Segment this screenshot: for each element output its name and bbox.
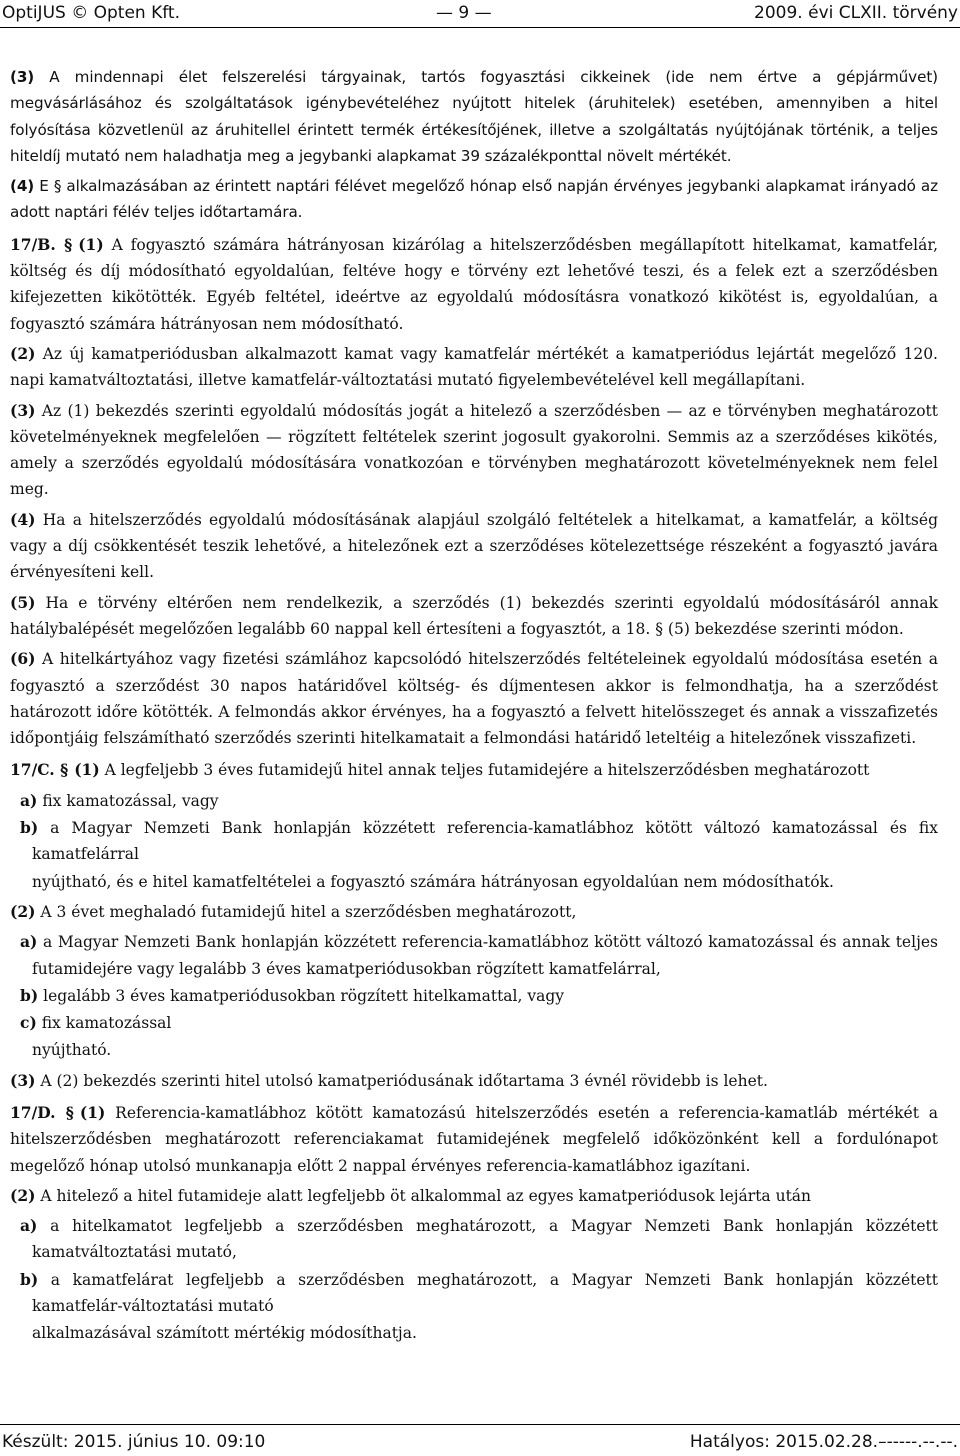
paragraph-number: (5) (10, 592, 36, 612)
item-label: b) (20, 818, 39, 838)
paragraph-text: A mindennapi élet felszerelési tárgyainak, tartós fogyasztási cikkeinek (ide nem értve a gépjárművet) megvásárlásához és szolgáltatások igénybevételéhez nyújtott hitelek (áruhitelek) esetében, amennyiben a hitel folyósítása közvetlenül az áruhitellel érintett termék értékesítőjének, illetve a szolgáltatás nyújtójának történik, a teljes hiteldíj mutató nem haladhatja meg a jegybanki alapkamat 39 százalékponttal növelt mértékét. (10, 68, 938, 165)
document-body (10, 64, 938, 1351)
list-closing-text: nyújtható. (32, 1041, 112, 1060)
item-label: a) (20, 932, 38, 952)
section-17b-paragraph-1 (10, 232, 938, 337)
section-heading-17b: 17/B. § (10, 234, 73, 254)
list-item (10, 929, 938, 982)
paragraph-number: (3) (10, 400, 36, 420)
item-text: fix kamatozással, vagy (42, 791, 219, 810)
paragraph-text: Az (1) bekezdés szerinti egyoldalú módosítás jogát a hitelező a szerződésben — az e törvényben meghatározott követelményeknek megfelelően — rögzített feltételek szerint jogosult gyakorolni. Semmis az a szerződéses kikötés, amely a szerződés egyoldalú módosítására vonatkozóan e törvényben meghatározott követelményeknek nem felel meg. (10, 401, 938, 499)
header-law-title: 2009. évi CLXII. törvény (754, 3, 958, 23)
item-label: b) (20, 985, 39, 1005)
paragraph-text: Az új kamatperiódusban alkalmazott kamat vagy kamatfelár mértékét a kamatperiódus lejártát megelőző 120. napi kamatváltoztatási, illetve kamatfelár-változtatási mutató figyelembevételével kell megállapítani. (10, 344, 938, 390)
section-heading-17c: 17/C. § (10, 760, 69, 780)
item-label: b) (20, 1269, 39, 1289)
paragraph-number: (3) (10, 1070, 36, 1090)
paragraph-text: E § alkalmazásában az érintett naptári félévet megelőző hónap első napján érvényes jegybanki alapkamat irányadó az adott naptári félév teljes időtartamára. (10, 177, 939, 222)
list-item (10, 983, 938, 1009)
section-17d-paragraph-2 (10, 1183, 938, 1209)
paragraph-text: A legfeljebb 3 éves futamidejű hitel annak teljes futamidejére a hitelszerződésben meghatározott (104, 761, 870, 780)
section-17b-paragraph-5 (10, 590, 938, 643)
list-closing-text: alkalmazásával számított mértékig módosíthatja. (32, 1324, 417, 1343)
item-text: a Magyar Nemzeti Bank honlapján közzétett referencia-kamatlábhoz kötött változó kamatozással és fix kamatfelárral (32, 819, 938, 864)
paragraph-number: (2) (10, 1185, 36, 1205)
paragraph-number: (6) (10, 649, 36, 669)
paragraph-text: Ha a hitelszerződés egyoldalú módosításának alapjául szolgáló feltételek a hitelkamat, a kamatfelár, a költség vagy a díj csökkentését teszik lehetővé, a hitelezőnek ezt a szerződéses kötelezettsége részeként a fogyasztó javára érvényesíteni kell. (10, 510, 938, 582)
page-header (0, 0, 960, 26)
list-item (10, 815, 938, 868)
paragraph-text: A (2) bekezdés szerinti hitel utolsó kamatperiódusának időtartama 3 évnél rövidebb is lehet. (40, 1071, 768, 1090)
paragraph-text: A hitelkártyához vagy fizetési számlához kapcsolódó hitelszerződés feltételeinek egyoldalú módosítása esetén a fogyasztó a szerződést 30 napos határidővel költség- és díjmentesen akkor is felmondhatja, ha a szerződést határozott időre kötötték. A felmondás akkor érvényes, ha a fogyasztó a felvett hitelösszeget és annak a visszafizetés időpontjáig felszámítható szerződés szerinti hitelkamatait a felmondási határidő leteltéig a hitelezőnek visszafizeti. (10, 650, 938, 748)
header-publisher: OptiJUS © Opten Kft. (2, 3, 180, 23)
item-text: a hitelkamatot legfeljebb a szerződésben meghatározott, a Magyar Nemzeti Bank honlapján közzétett kamatváltoztatási mutató, (32, 1217, 938, 1262)
section-17c-paragraph-2 (10, 899, 938, 925)
paragraph-text: A 3 évet meghaladó futamidejű hitel a szerződésben meghatározott, (40, 902, 577, 921)
section-heading-17d: 17/D. § (10, 1102, 74, 1122)
item-label: a) (20, 1216, 38, 1236)
footer-effective-date: Hatályos: 2015.02.28.–-----.--.--. (689, 1432, 958, 1452)
section-17b-paragraph-6 (10, 646, 938, 751)
paragraph-number: (1) (74, 760, 100, 780)
item-text: a kamatfelárat legfeljebb a szerződésben meghatározott, a Magyar Nemzeti Bank honlapján közzétett kamatfelár-változtatási mutató (32, 1270, 938, 1316)
item-text: fix kamatozással (41, 1014, 172, 1033)
paragraph-number: (2) (10, 901, 36, 921)
item-text: a Magyar Nemzeti Bank honlapján közzétett referencia-kamatlábhoz kötött változó kamatozással és annak teljes futamidejére vagy legalább 3 éves kamatperiódusokban rögzített kamatfelárral, (32, 933, 938, 978)
list-item (10, 1267, 938, 1320)
paragraph-number: (4) (10, 509, 36, 529)
paragraph-text: Referencia-kamatlábhoz kötött kamatozású hitelszerződés esetén a referencia-kamatláb mértékét a hitelszerződésben meghatározott referenciakamat futamidejének megfelelő időközönként kell a fordulónapot megelőző hónap utolsó munkanapja előtt 2 nappal érvényes referencia-kamatlábhoz igazítani. (10, 1103, 938, 1175)
paragraph-text: A fogyasztó számára hátrányosan kizárólag a hitelszerződésben megállapított hitelkamat, kamatfelár, költség és díj módosítható egyoldalúan, feltéve hogy e törvény ezt lehetővé teszi, és a felek ezt a szerződésben kifejezetten kikötötték. Egyéb feltétel, ideértve az egyoldalú módosításra vonatkozó kikötést is, egyoldalúan, a fogyasztó számára hátrányosan nem módosítható. (10, 235, 938, 333)
list-item (10, 1213, 938, 1266)
item-label: c) (20, 1013, 37, 1033)
section-17b-paragraph-4 (10, 507, 938, 586)
paragraph-number: (4) (10, 177, 35, 196)
paragraph-17a-3 (10, 64, 938, 169)
list-item (10, 1010, 938, 1036)
paragraph-number: (1) (79, 1102, 106, 1122)
section-17c-paragraph-3 (10, 1068, 938, 1094)
item-text: legalább 3 éves kamatperiódusokban rögzített hitelkamattal, vagy (43, 986, 565, 1005)
paragraph-number: (1) (78, 234, 104, 254)
item-label: a) (20, 790, 38, 810)
paragraph-text: Ha e törvény eltérően nem rendelkezik, a szerződés (1) bekezdés szerinti egyoldalú módosításáról annak hatálybalépését megelőzően legalább 60 nappal kell értesíteni a fogyasztót, a 18. § (5) bekezdése szerinti módon. (10, 593, 938, 638)
footer-created-date: Készült: 2015. június 10. 09:10 (2, 1432, 266, 1452)
header-page-number: — 9 — (436, 3, 492, 23)
list-closing-text: nyújtható, és e hitel kamatfeltételei a fogyasztó számára hátrányosan egyoldalúan nem módosíthatók. (32, 872, 834, 891)
page-footer (0, 1424, 960, 1456)
footer-rule (0, 1424, 960, 1425)
section-17b-paragraph-2 (10, 341, 938, 394)
paragraph-text: A hitelező a hitel futamideje alatt legfeljebb öt alkalommal az egyes kamatperiódusok lejárta után (40, 1186, 812, 1205)
paragraph-number: (3) (10, 68, 35, 86)
section-17d-paragraph-1 (10, 1100, 938, 1179)
header-rule (0, 27, 960, 28)
list-item (10, 788, 938, 814)
section-17b-paragraph-3 (10, 398, 938, 503)
paragraph-number: (2) (10, 343, 36, 363)
paragraph-17a-4 (10, 173, 938, 226)
section-17c-paragraph-1 (10, 757, 938, 783)
